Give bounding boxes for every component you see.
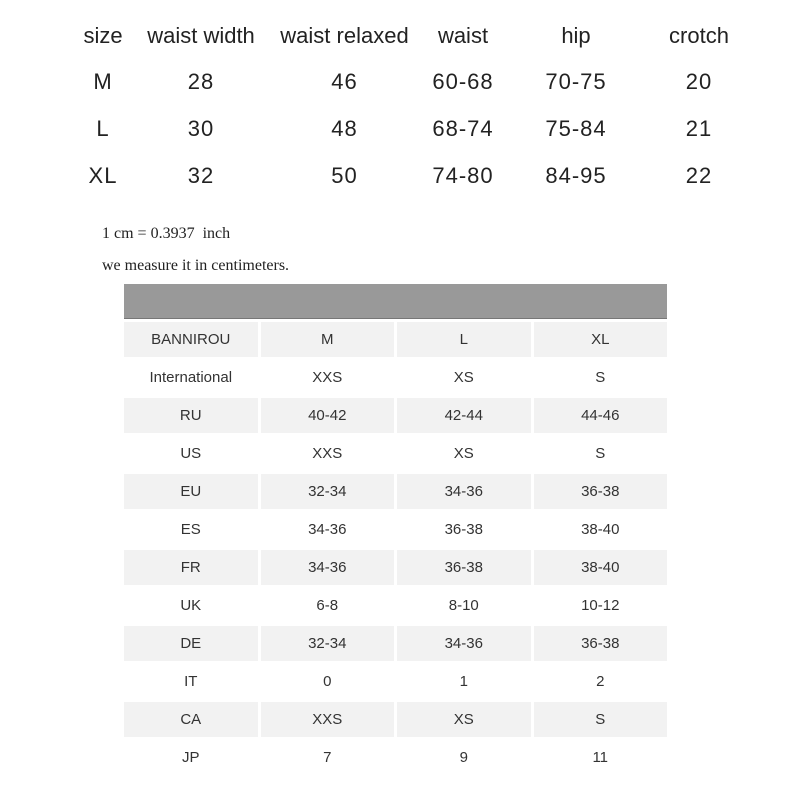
size-chart-value: 36-38 bbox=[534, 474, 668, 512]
cell-waist: 68-74 bbox=[432, 115, 494, 141]
size-chart-value: 36-38 bbox=[534, 626, 668, 664]
size-chart-value: 2 bbox=[534, 664, 668, 702]
measurement-table bbox=[70, 14, 749, 199]
cell-waist-width: 28 bbox=[187, 68, 215, 94]
size-chart-row bbox=[124, 702, 667, 740]
size-chart-row bbox=[124, 360, 667, 398]
size-chart-value: 38-40 bbox=[534, 512, 668, 550]
cell-hip: 70-75 bbox=[545, 68, 607, 94]
size-chart-value: 9 bbox=[397, 740, 534, 778]
size-chart-value: 38-40 bbox=[534, 550, 668, 588]
size-chart-row bbox=[124, 588, 667, 626]
size-chart-value: XL bbox=[534, 322, 668, 360]
size-chart-value: 34-36 bbox=[261, 512, 398, 550]
size-chart-region-label: UK bbox=[124, 588, 261, 626]
size-chart-value: XS bbox=[397, 436, 534, 474]
size-chart-region-label: IT bbox=[124, 664, 261, 702]
size-chart-region-label: FR bbox=[124, 550, 261, 588]
chart-header-bar bbox=[124, 284, 667, 319]
size-chart-value: 10-12 bbox=[534, 588, 668, 626]
header-waist: waist bbox=[437, 23, 489, 48]
size-chart-region-label: US bbox=[124, 436, 261, 474]
header-waist-width: waist width bbox=[147, 23, 255, 48]
size-chart-value: 32-34 bbox=[261, 626, 398, 664]
cell-size: M bbox=[93, 68, 113, 94]
size-chart-region-label: ES bbox=[124, 512, 261, 550]
size-chart-region-label: JP bbox=[124, 740, 261, 778]
size-chart-value: 11 bbox=[534, 740, 668, 778]
measurement-row-l bbox=[70, 105, 749, 152]
size-chart-value: 34-36 bbox=[397, 626, 534, 664]
cell-waist-relaxed: 46 bbox=[331, 68, 358, 94]
cell-crotch: 20 bbox=[685, 68, 713, 94]
size-chart-region-label: BANNIROU bbox=[124, 322, 261, 360]
cell-waist: 74-80 bbox=[432, 162, 494, 188]
size-chart-value: XS bbox=[397, 702, 534, 740]
size-chart-value: XXS bbox=[261, 360, 398, 398]
size-chart-value: 36-38 bbox=[397, 512, 534, 550]
measurement-row-m bbox=[70, 58, 749, 105]
size-chart-value: 44-46 bbox=[534, 398, 668, 436]
cell-waist: 60-68 bbox=[432, 68, 494, 94]
size-chart-value: 6-8 bbox=[261, 588, 398, 626]
size-conversion-table bbox=[124, 322, 667, 778]
size-chart-value: 36-38 bbox=[397, 550, 534, 588]
header-size: size bbox=[83, 23, 123, 48]
size-chart-region-label: EU bbox=[124, 474, 261, 512]
size-chart-value: XS bbox=[397, 360, 534, 398]
header-hip: hip bbox=[561, 23, 591, 48]
size-chart-row bbox=[124, 740, 667, 778]
size-chart-value: S bbox=[534, 360, 668, 398]
cell-size: L bbox=[96, 115, 110, 141]
size-chart-value: 7 bbox=[261, 740, 398, 778]
cell-size: XL bbox=[88, 162, 118, 188]
size-chart-row bbox=[124, 398, 667, 436]
size-chart-value: 32-34 bbox=[261, 474, 398, 512]
size-chart-row bbox=[124, 626, 667, 664]
size-chart-value: 0 bbox=[261, 664, 398, 702]
size-chart-region-label: DE bbox=[124, 626, 261, 664]
size-chart-value: 8-10 bbox=[397, 588, 534, 626]
size-chart-row bbox=[124, 474, 667, 512]
size-chart-value: S bbox=[534, 436, 668, 474]
size-chart-value: 40-42 bbox=[261, 398, 398, 436]
cell-waist-relaxed: 50 bbox=[331, 162, 358, 188]
measurement-row-xl bbox=[70, 152, 749, 199]
conversion-note: 1 cm = 0.3937 inch bbox=[102, 225, 231, 242]
size-chart-value: S bbox=[534, 702, 668, 740]
cell-hip: 75-84 bbox=[545, 115, 607, 141]
cell-crotch: 22 bbox=[685, 162, 713, 188]
size-chart-row bbox=[124, 322, 667, 360]
cell-crotch: 21 bbox=[685, 115, 713, 141]
header-crotch: crotch bbox=[669, 23, 729, 48]
cell-hip: 84-95 bbox=[545, 162, 607, 188]
size-chart-value: 34-36 bbox=[397, 474, 534, 512]
size-chart-value: L bbox=[397, 322, 534, 360]
cell-waist-width: 32 bbox=[187, 162, 215, 188]
size-chart-value: XXS bbox=[261, 436, 398, 474]
size-conversion-chart bbox=[124, 284, 667, 778]
size-chart-value: M bbox=[261, 322, 398, 360]
header-waist-relaxed: waist relaxed bbox=[280, 23, 409, 48]
cell-waist-width: 30 bbox=[187, 115, 215, 141]
measurement-header-row bbox=[70, 14, 749, 58]
size-chart-value: XXS bbox=[261, 702, 398, 740]
size-chart-value: 42-44 bbox=[397, 398, 534, 436]
size-chart-value: 1 bbox=[397, 664, 534, 702]
size-chart-value: 34-36 bbox=[261, 550, 398, 588]
size-chart-row bbox=[124, 512, 667, 550]
size-chart-region-label: RU bbox=[124, 398, 261, 436]
size-chart-row bbox=[124, 664, 667, 702]
size-chart-row bbox=[124, 436, 667, 474]
cell-waist-relaxed: 48 bbox=[331, 115, 358, 141]
size-chart-row bbox=[124, 550, 667, 588]
size-chart-region-label: International bbox=[124, 360, 261, 398]
unit-note: we measure it in centimeters. bbox=[102, 257, 290, 274]
size-chart-region-label: CA bbox=[124, 702, 261, 740]
